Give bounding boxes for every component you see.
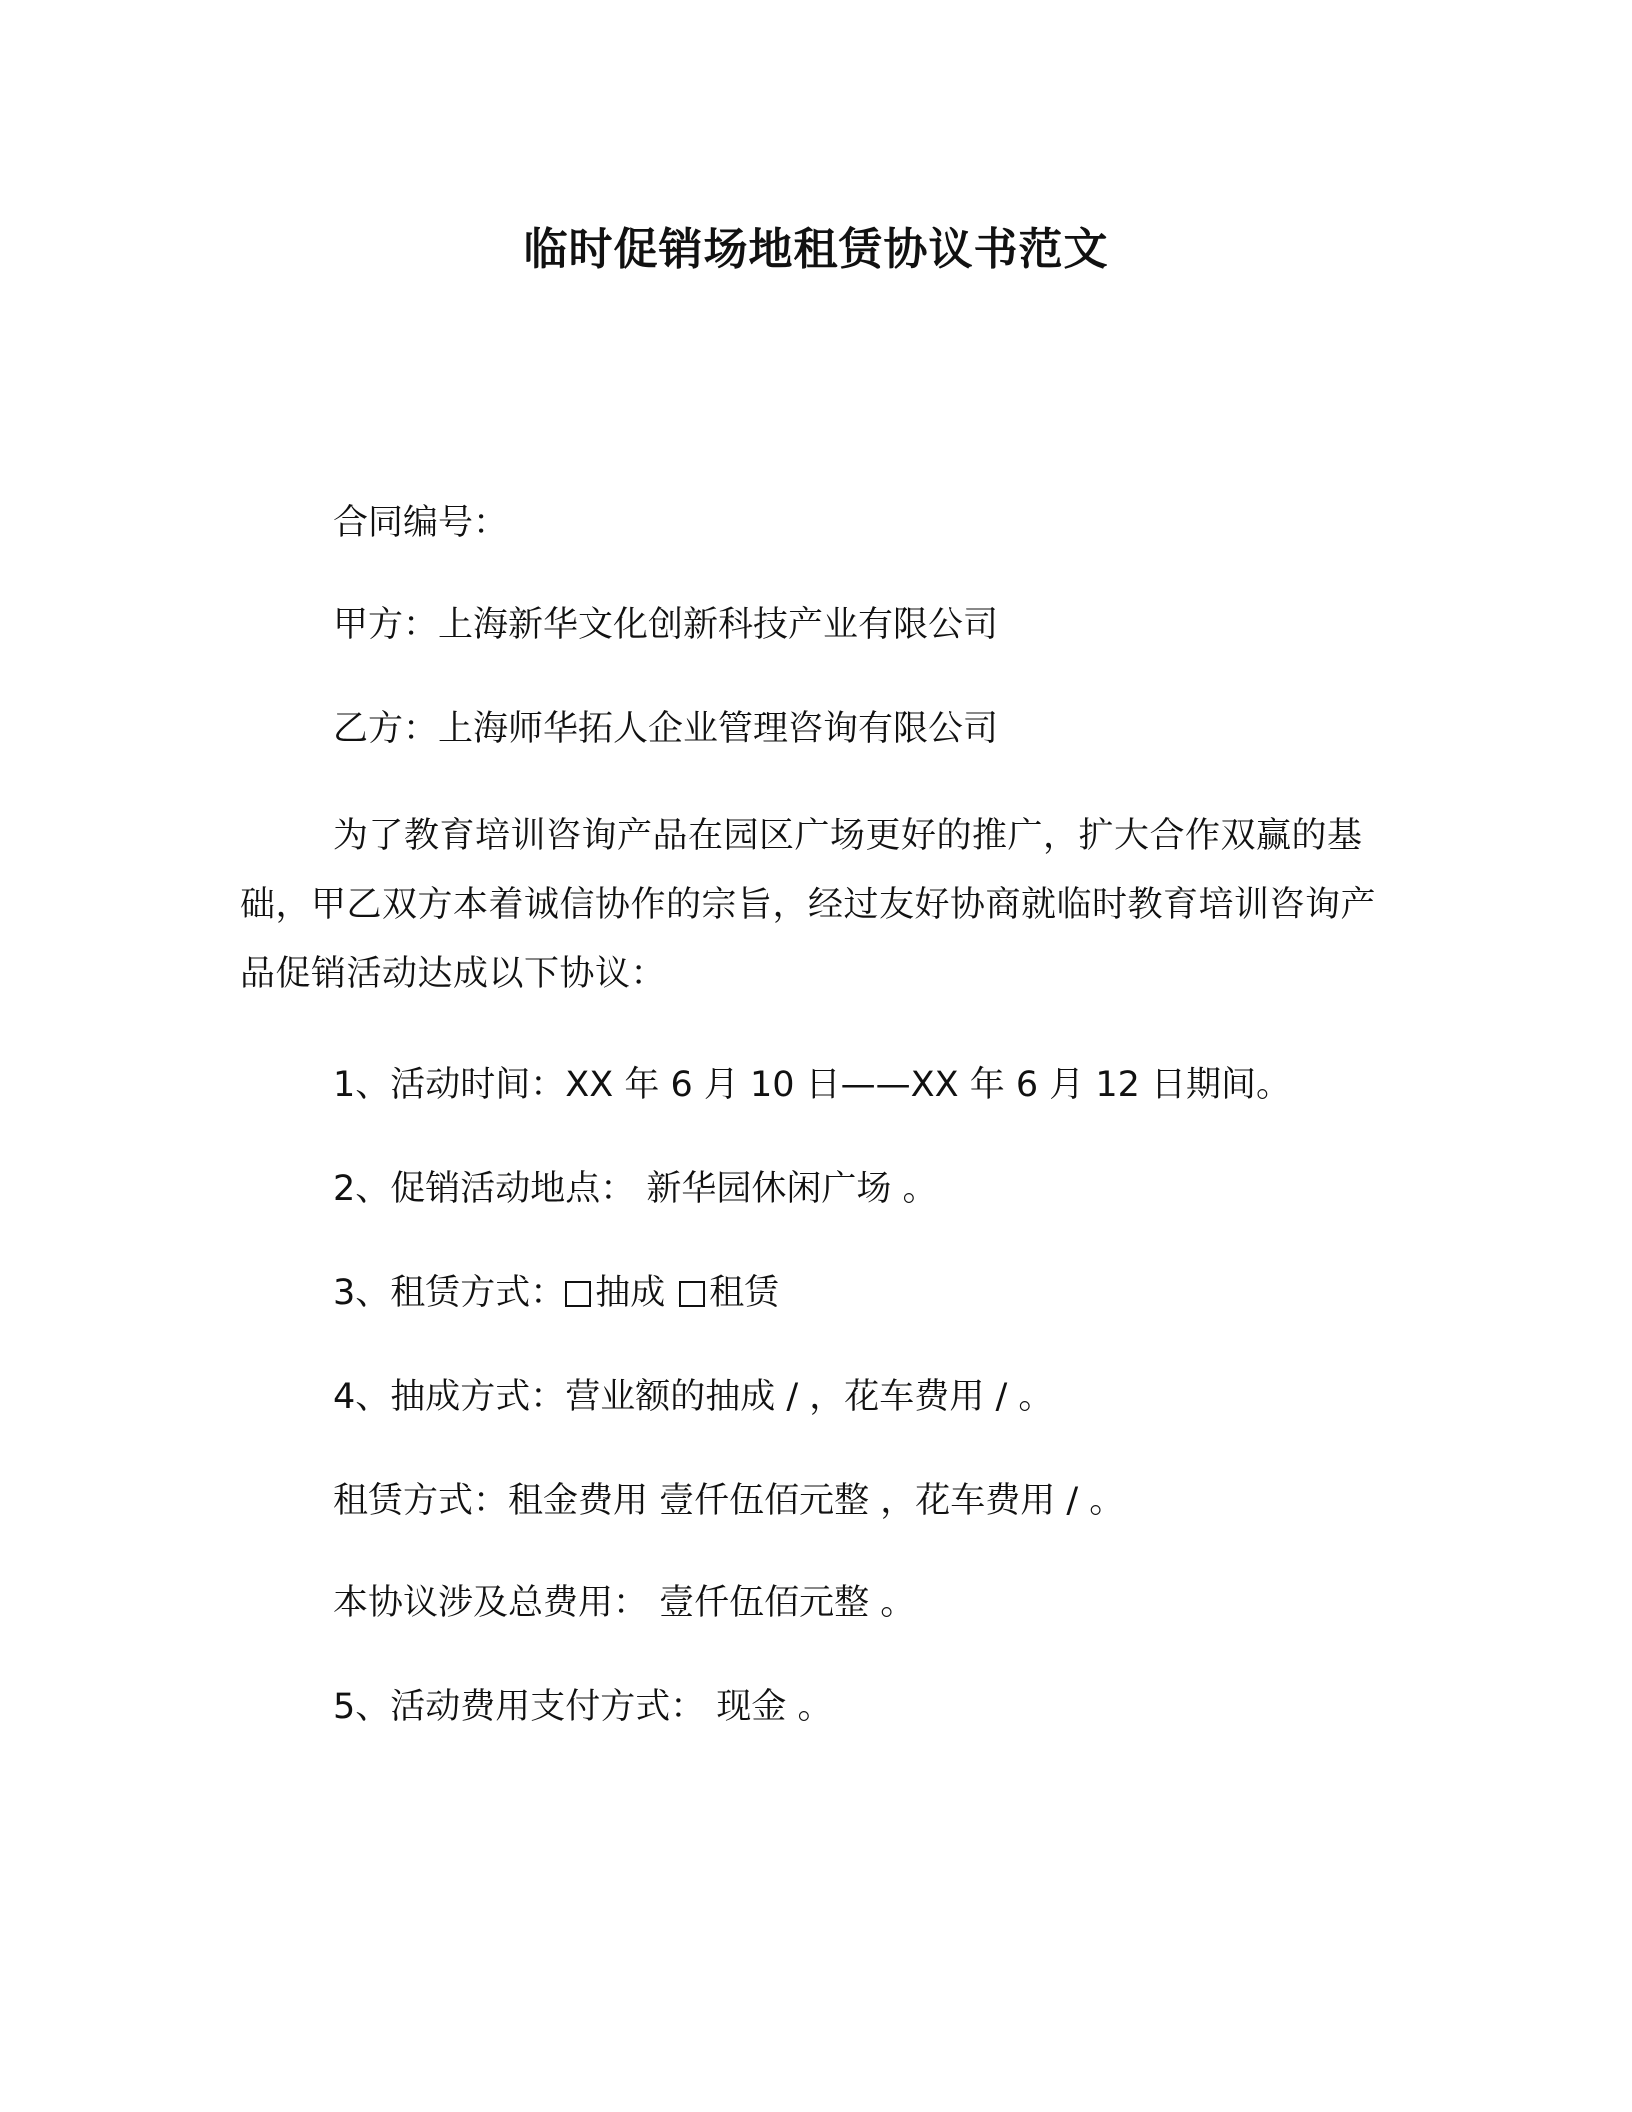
rent-method-detail: 租赁方式：租金费用 壹仟伍佰元整 ，花车费用 / 。 [333,1481,1125,1521]
item-activity-time: 1、活动时间：XX 年 6 月 10 日——XX 年 6 月 12 日期间。 [333,1065,1292,1105]
item-activity-location: 2、促销活动地点： 新华园休闲广场 。 [333,1169,938,1209]
item-rental-method [333,1268,779,1318]
checkbox-rent[interactable] [679,1281,705,1307]
contract-number: 合同编号： [333,503,509,543]
intro-paragraph: 为了教育培训咨询产品在园区广场更好的推广，扩大合作双赢的基础，甲乙双方本着诚信协作的宗旨，经过友好协商就临时教育培训咨询产品促销活动达成以下协议： [240,816,1377,994]
document-title: 临时促销场地租赁协议书范文 [523,224,1109,275]
rental-method-label: 3、租赁方式： [333,1273,566,1313]
item-payment-method: 5、活动费用支付方式： 现金 。 [333,1687,833,1727]
option-commission[interactable] [565,1273,665,1313]
option-commission-label: 抽成 [595,1273,666,1313]
item-commission-method: 4、抽成方式：营业额的抽成 / ，花车费用 / 。 [333,1377,1054,1417]
checkbox-commission[interactable] [565,1281,591,1307]
option-rent[interactable] [679,1273,779,1313]
party-a: 甲方：上海新华文化创新科技产业有限公司 [333,605,999,645]
total-fee: 本协议涉及总费用： 壹仟伍佰元整 。 [333,1583,916,1623]
option-rent-label: 租赁 [709,1273,780,1313]
party-b: 乙方：上海师华拓人企业管理咨询有限公司 [333,709,999,749]
